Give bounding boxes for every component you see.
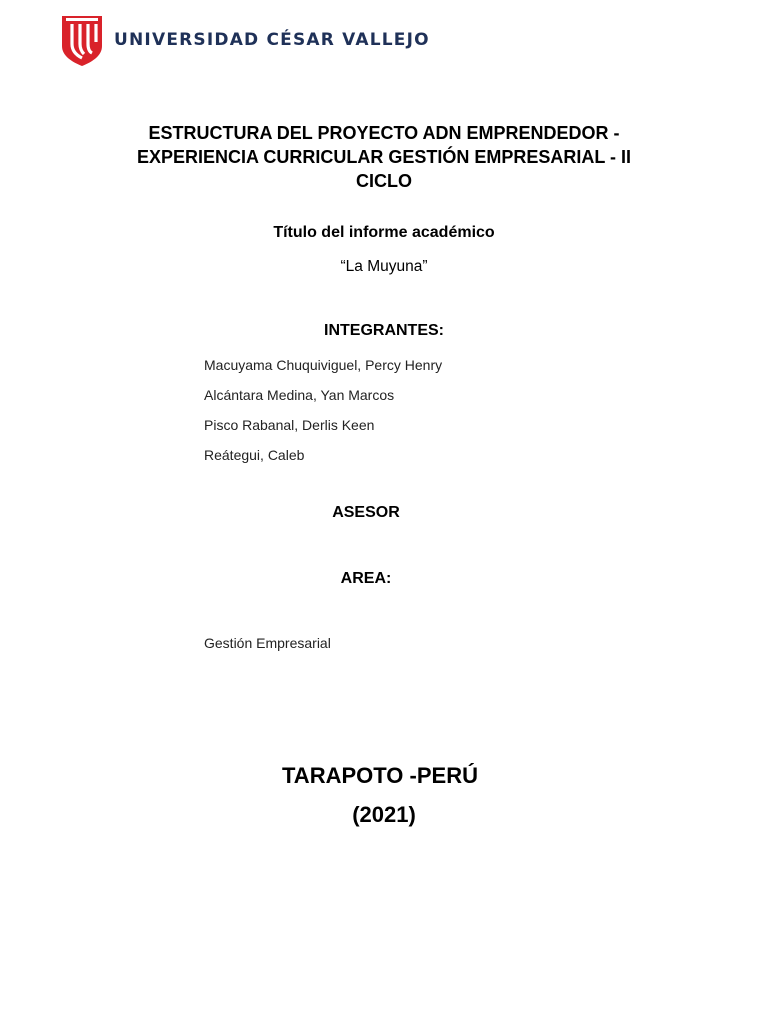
title-line: EXPERIENCIA CURRICULAR GESTIÓN EMPRESARIAL - II (136, 147, 632, 167)
place-year: (2021) (352, 802, 416, 827)
project-name: “La Muyuna” (340, 258, 428, 275)
area-value: Gestión Empresarial (204, 635, 331, 651)
report-title-label: Título del informe académico (273, 224, 495, 241)
place-city: TARAPOTO -PERÚ (282, 763, 478, 788)
university-shield-icon (60, 14, 104, 68)
title-line: ESTRUCTURA DEL PROYECTO ADN EMPRENDEDOR - (148, 123, 620, 143)
member-item: Alcántara Medina, Yan Marcos (204, 387, 395, 403)
advisor-heading: ASESOR (332, 504, 400, 521)
member-item: Macuyama Chuquiviguel, Percy Henry (204, 357, 443, 373)
member-item: Reátegui, Caleb (204, 447, 305, 463)
members-heading: INTEGRANTES: (324, 322, 444, 339)
area-heading: AREA: (340, 570, 392, 587)
title-line: CICLO (356, 171, 412, 191)
university-name: UNIVERSIDAD CÉSAR VALLEJO (114, 30, 430, 50)
member-item: Pisco Rabanal, Derlis Keen (204, 417, 375, 433)
document-title (100, 121, 668, 193)
university-logo (60, 14, 430, 68)
members-list (204, 355, 442, 475)
